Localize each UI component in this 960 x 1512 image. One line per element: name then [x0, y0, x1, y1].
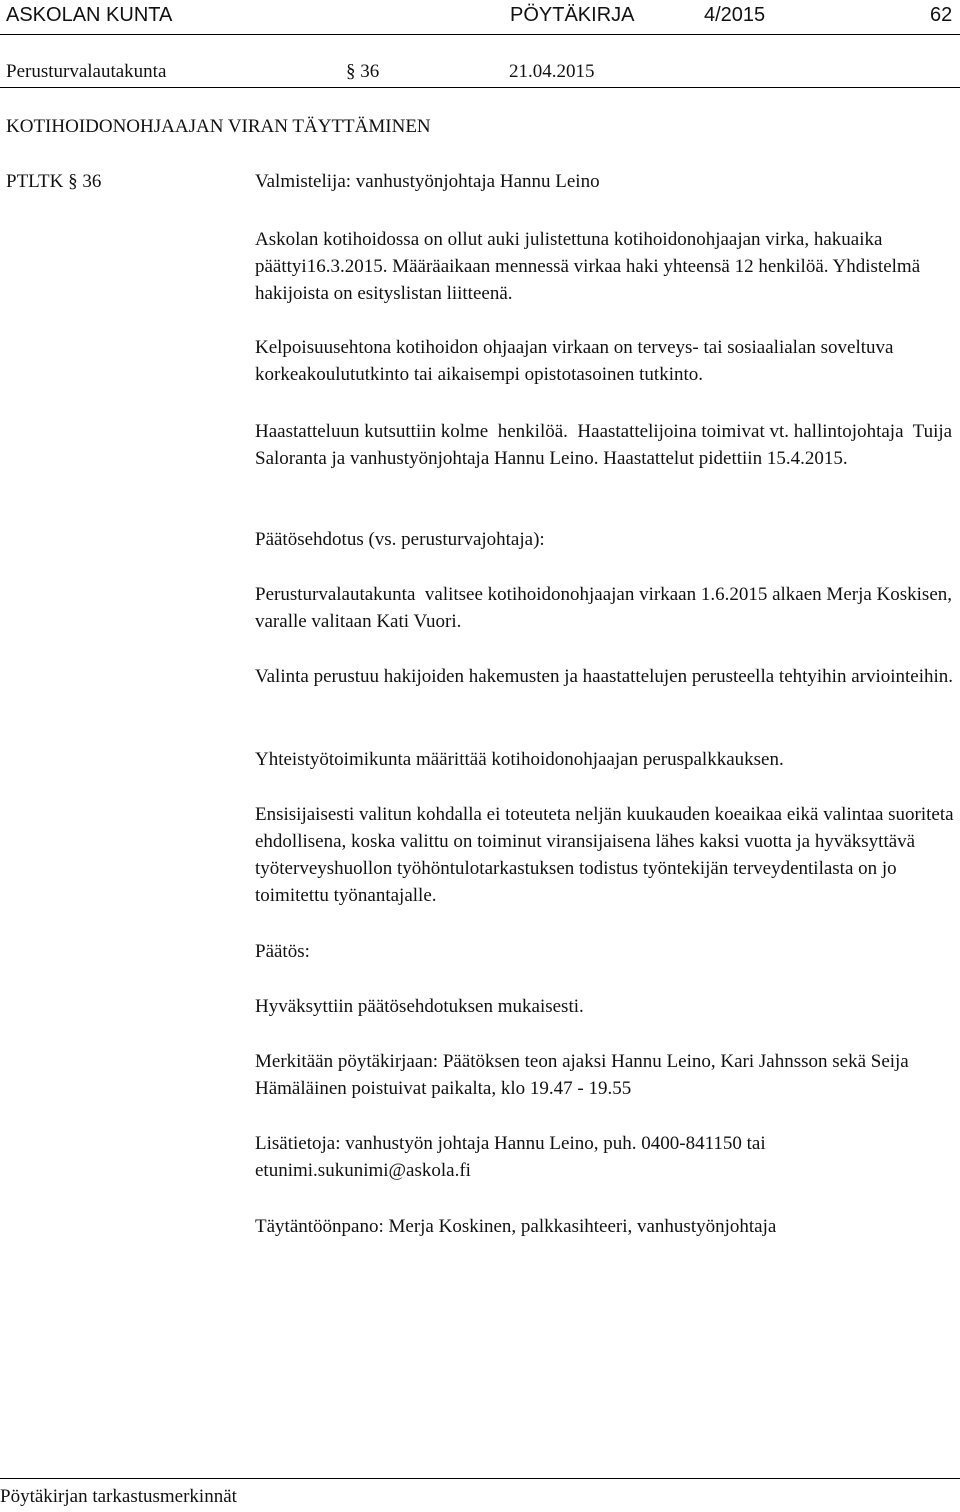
proposal-heading: Päätösehdotus (vs. perusturvajohtaja): — [255, 529, 545, 550]
footer-label: Pöytäkirjan tarkastusmerkinnät — [0, 1486, 237, 1507]
meeting-date: 21.04.2015 — [509, 61, 595, 82]
paragraph-implementation: Täytäntöönpano: Merja Koskinen, palkkasihteeri, vanhustyönjohtaja — [255, 1216, 777, 1237]
footer-divider — [0, 1478, 960, 1479]
paragraph-basis: Valinta perustuu hakijoiden hakemusten ja haastattelujen perusteella tehtyihin arviointeihin. — [255, 666, 954, 687]
item-title: KOTIHOIDONOHJAAJAN VIRAN TÄYTTÄMINEN — [6, 116, 431, 137]
document-number: 4/2015 — [704, 4, 766, 26]
section-number: § 36 — [346, 61, 380, 82]
paragraph-selection: Perusturvalautakunta valitsee kotihoidonohjaajan virkaan 1.6.2015 alkaen Merja Koskisen, varalle valitaan Kati Vuori. — [255, 584, 957, 632]
paragraph-qualifications: Kelpoisuusehtona kotihoidon ohjaajan virkaan on terveys- tai sosiaalialan soveltuva korkeakoulututkinto tai aikaisempi opistotasoinen tutkinto. — [255, 337, 894, 385]
paragraph-vacancy: Askolan kotihoidossa on ollut auki julistettuna kotihoidonohjaajan virka, hakuaika päättyi16.3.2015. Määräaikaan mennessä virkaa haki yhteensä 12 henkilöä. Yhdistelmä hakijoista on esityslistan liitteenä. — [255, 229, 921, 304]
decision-heading: Päätös: — [255, 941, 310, 962]
page-number: 62 — [930, 4, 953, 26]
document-type: PÖYTÄKIRJA — [510, 4, 635, 26]
paragraph-contact-info: Lisätietoja: vanhustyön johtaja Hannu Leino, puh. 0400-841150 tai etunimi.sukunimi@askola.fi — [255, 1133, 766, 1181]
preparer: Valmistelija: vanhustyönjohtaja Hannu Leino — [255, 171, 600, 192]
item-reference: PTLTK § 36 — [6, 171, 102, 192]
municipality-name: ASKOLAN KUNTA — [6, 4, 173, 26]
paragraph-probation: Ensisijaisesti valitun kohdalla ei toteuteta neljän kuukauden koeaikaa eikä valintaa suoriteta ehdollisena, koska valittu on toiminut viransijaisena lähes kaksi vuotta ja hyväksyttävä työterveyshuollon työhöntulotarkastuksen todistus työntekijän terveydentilasta on jo toimitettu työnantajalle. — [255, 804, 954, 906]
header-divider — [0, 34, 960, 35]
subheader-divider — [0, 87, 960, 88]
paragraph-record-note: Merkitään pöytäkirjaan: Päätöksen teon ajaksi Hannu Leino, Kari Jahnsson sekä Seija Hämäläinen poistuivat paikalta, klo 19.47 - 19.55 — [255, 1051, 909, 1099]
paragraph-decision: Hyväksyttiin päätösehdotuksen mukaisesti. — [255, 996, 584, 1017]
paragraph-salary: Yhteistyötoimikunta määrittää kotihoidonohjaajan peruspalkkauksen. — [255, 749, 784, 770]
committee-name: Perusturvalautakunta — [6, 61, 167, 82]
paragraph-interviews: Haastatteluun kutsuttiin kolme henkilöä. Haastattelijoina toimivat vt. hallintojohtaja Tuija Saloranta ja vanhustyönjohtaja Hannu Leino. Haastattelut pidettiin 15.4.2015. — [255, 421, 957, 469]
